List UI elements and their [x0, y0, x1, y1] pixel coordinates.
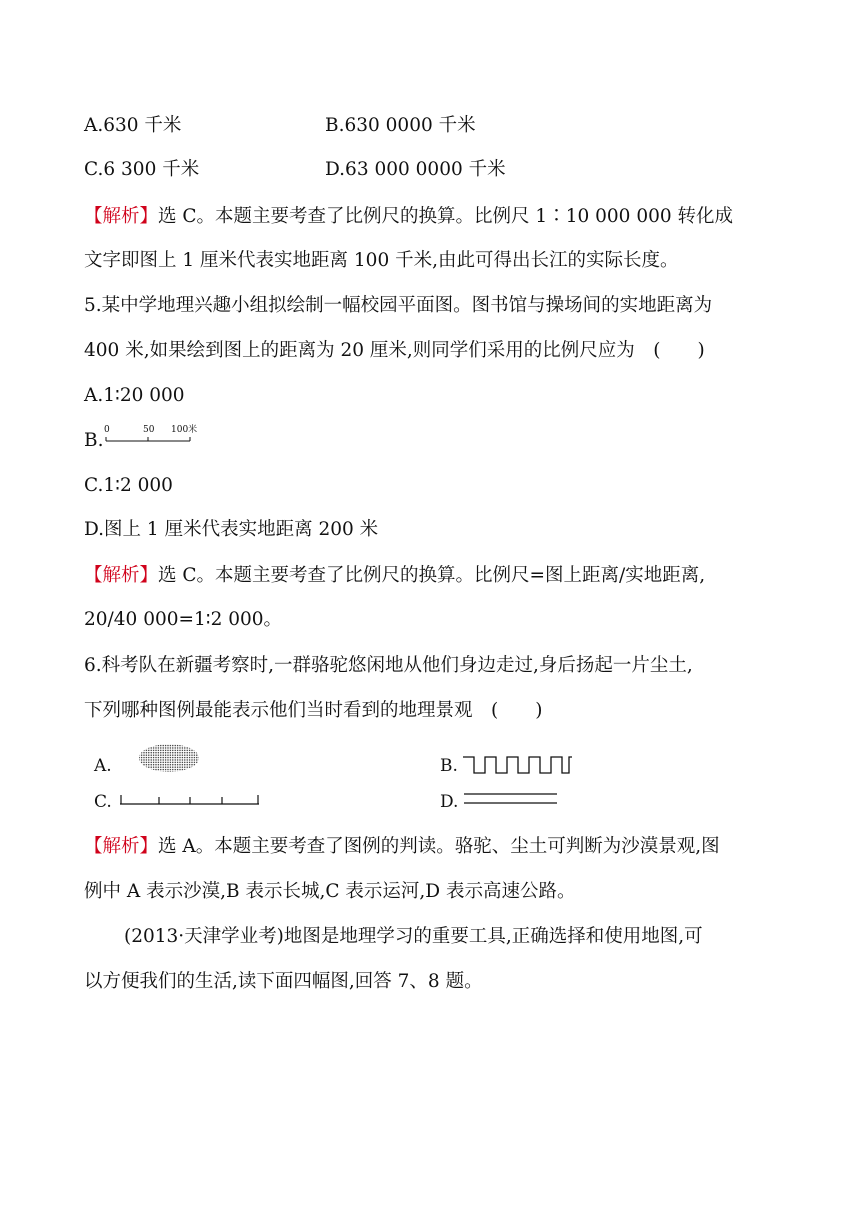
- q6-option-c-label[interactable]: C.: [94, 792, 112, 812]
- q6-stem-line-1: 6.科考队在新疆考察时,一群骆驼悠闲地从他们身边走过,身后扬起一片尘土,: [84, 655, 693, 676]
- scale-label-100: 100米: [171, 425, 198, 435]
- q4-option-b[interactable]: B.630 0000 千米: [325, 115, 476, 136]
- analysis-tag: 【解析】: [84, 836, 159, 857]
- analysis-2-line-1: [84, 564, 705, 588]
- q6-option-b-label[interactable]: B.: [440, 756, 458, 776]
- q5-stem-line-2: 400 米,如果绘到图上的距离为 20 厘米,则同学们采用的比例尺应为 ( ): [84, 340, 705, 361]
- scale-bar-icon: [101, 425, 201, 451]
- q4-option-d[interactable]: D.63 000 0000 千米: [325, 159, 506, 180]
- expressway-legend-icon: [463, 790, 559, 808]
- q6-stem-line-2: 下列哪种图例最能表示他们当时看到的地理景观 ( ): [84, 700, 543, 721]
- q4-option-c[interactable]: C.6 300 千米: [84, 159, 200, 180]
- analysis-text: 选 C。本题主要考查了比例尺的换算。比例尺=图上距离/实地距离,: [158, 565, 706, 586]
- q5-option-a[interactable]: A.1∶20 000: [84, 385, 185, 406]
- analysis-1-line-2: 文字即图上 1 厘米代表实地距离 100 千米,由此可得出长江的实际长度。: [84, 250, 679, 271]
- analysis-tag: 【解析】: [84, 565, 159, 586]
- analysis-3-line-2: 例中 A 表示沙漠,B 表示长城,C 表示运河,D 表示高速公路。: [84, 881, 576, 902]
- q6-option-a-label[interactable]: A.: [94, 756, 112, 776]
- analysis-3-line-1: [84, 835, 720, 859]
- analysis-tag: 【解析】: [84, 206, 159, 227]
- canal-legend-icon: [118, 790, 262, 808]
- intro-line-1: (2013·天津学业考)地图是地理学习的重要工具,正确选择和使用地图,可: [124, 926, 703, 947]
- q6-option-d-label[interactable]: D.: [440, 792, 459, 812]
- q5-stem-line-1: 5.某中学地理兴趣小组拟绘制一幅校园平面图。图书馆与操场间的实地距离为: [84, 295, 713, 316]
- great-wall-legend-icon: [461, 753, 573, 777]
- desert-legend-icon: [138, 742, 202, 774]
- q5-option-d[interactable]: D.图上 1 厘米代表实地距离 200 米: [84, 519, 379, 540]
- analysis-text: 选 C。本题主要考查了比例尺的换算。比例尺 1∶10 000 000 转化成: [158, 206, 734, 227]
- scale-label-50: 50: [143, 425, 155, 435]
- q5-option-c[interactable]: C.1∶2 000: [84, 475, 173, 496]
- q5-option-b-label: B.: [84, 430, 104, 451]
- analysis-text: 选 A。本题主要考查了图例的判读。骆驼、尘土可判断为沙漠景观,图: [158, 836, 720, 857]
- analysis-2-line-2: 20/40 000=1∶2 000。: [84, 609, 283, 630]
- intro-line-2: 以方便我们的生活,读下面四幅图,回答 7、8 题。: [84, 971, 483, 992]
- analysis-1-line-1: [84, 205, 733, 229]
- q4-option-a[interactable]: A.630 千米: [84, 115, 182, 136]
- scale-label-0: 0: [104, 425, 110, 435]
